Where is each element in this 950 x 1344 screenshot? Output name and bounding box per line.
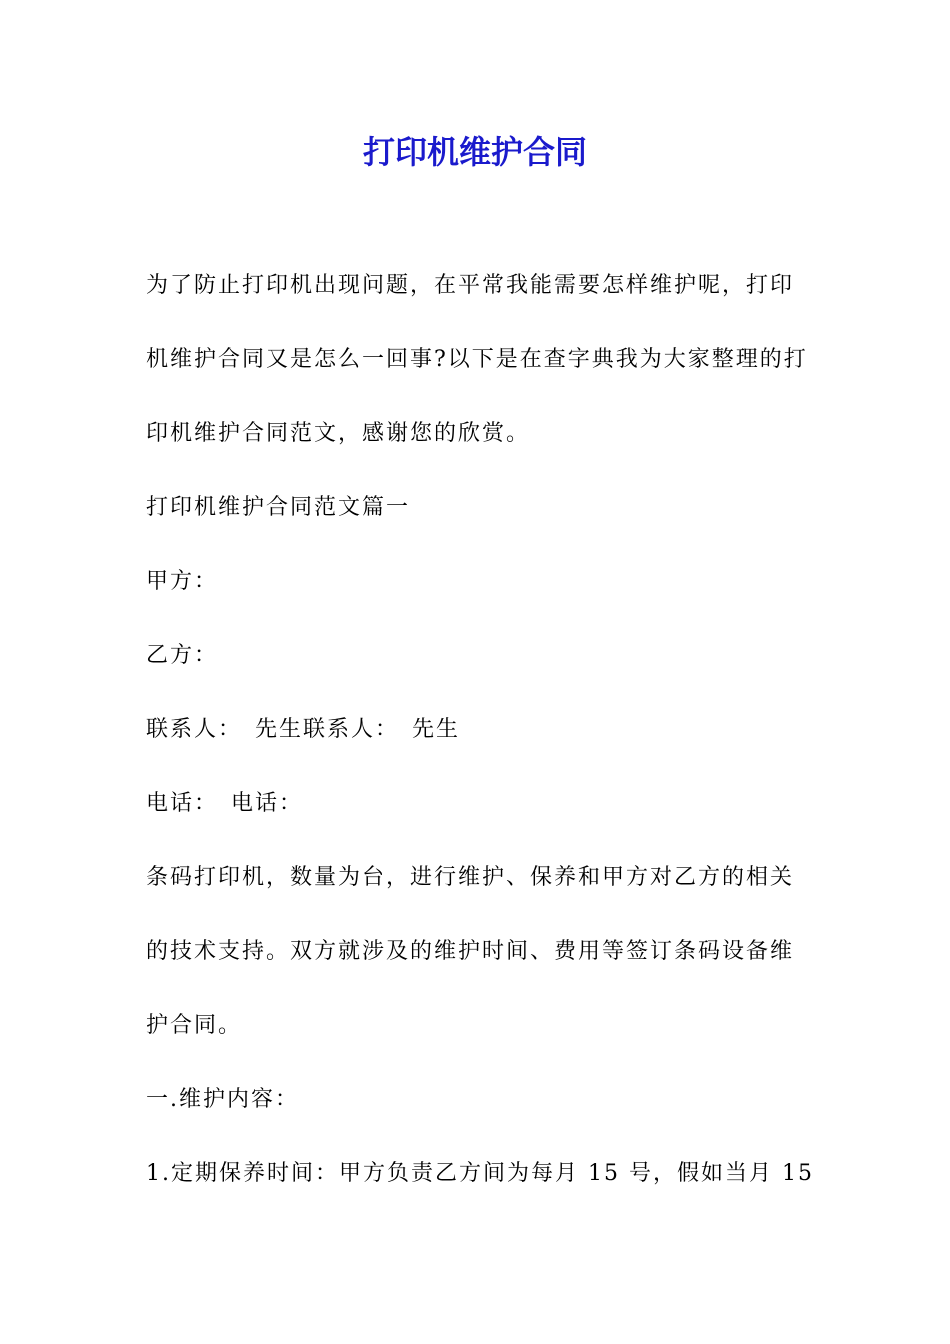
section-heading <box>146 484 808 532</box>
text-line: 印机维护合同范文，感谢您的欣赏。 <box>146 421 531 446</box>
text-line: 为了防止打印机出现问题，在平常我能需要怎样维护呢，打印 <box>146 273 795 298</box>
document-body <box>146 262 814 1224</box>
text-line: 护合同。 <box>146 1013 243 1038</box>
intro-paragraph <box>146 262 808 458</box>
text-line: 电话： 电话： <box>146 791 304 816</box>
text-line: 甲方： <box>146 569 219 594</box>
text-line: 联系人： 先生联系人： 先生 <box>146 717 461 742</box>
phone-line <box>146 780 808 828</box>
text-line: 条码打印机，数量为台，进行维护、保养和甲方对乙方的相关 <box>146 865 795 890</box>
scope-paragraph <box>146 854 808 1050</box>
party-a-line <box>146 558 808 606</box>
text-line: 一.维护内容： <box>146 1087 299 1112</box>
text-line: 机维护合同又是怎么一回事?以下是在查字典我为大家整理的打 <box>146 347 808 372</box>
text-line: 的技术支持。双方就涉及的维护时间、费用等签订条码设备维 <box>146 939 795 964</box>
maintenance-heading <box>146 1076 808 1124</box>
text-line: 打印机维护合同范文篇一 <box>146 495 411 520</box>
maintenance-item-1 <box>146 1150 814 1198</box>
party-b-line <box>146 632 808 680</box>
text-line: 1.定期保养时间：甲方负责乙方间为每月 15 号，假如当月 15 <box>146 1161 814 1186</box>
contact-line <box>146 706 808 754</box>
text-line: 乙方： <box>146 643 219 668</box>
document-title: 打印机维护合同 <box>362 133 587 171</box>
